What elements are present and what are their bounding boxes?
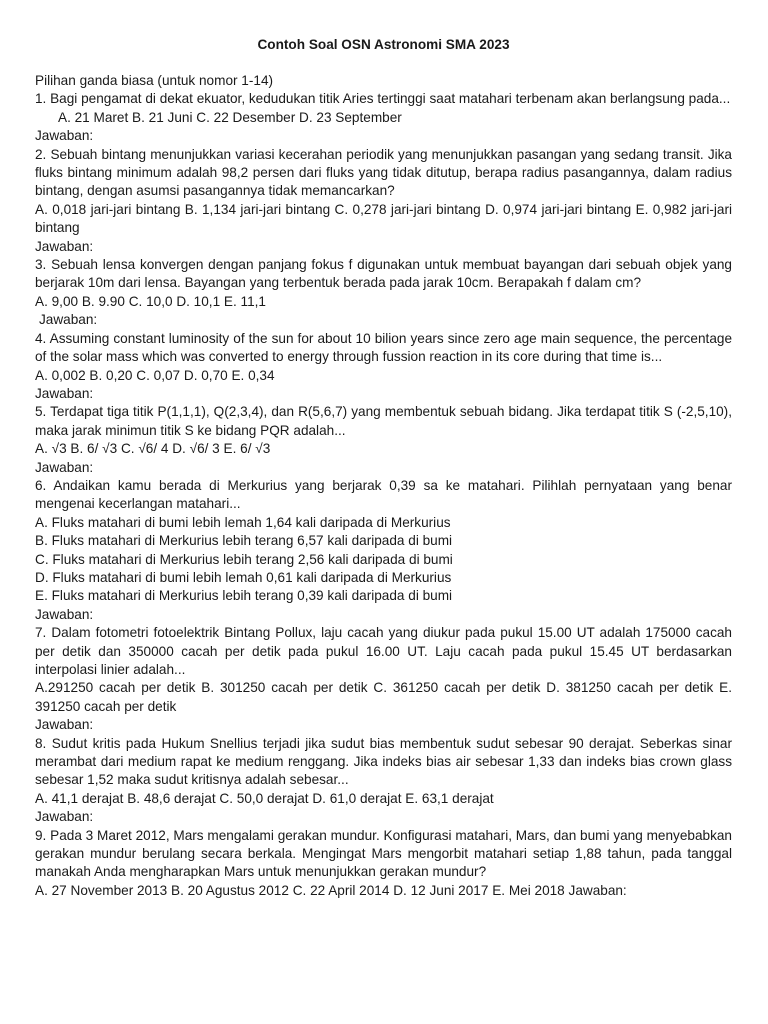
question-6-option-c: C. Fluks matahari di Merkurius lebih terang 2,56 kali daripada di bumi bbox=[35, 551, 453, 567]
question-1-options: A. 21 Maret B. 21 Juni C. 22 Desember D. 23 September bbox=[58, 109, 402, 125]
question-2-options: A. 0,018 jari-jari bintang B. 1,134 jari-jari bintang C. 0,278 jari-jari bintang D. 0,974 jari-jari bintang E. 0,982 jari-jari bintang bbox=[35, 201, 732, 236]
question-6-answer-label: Jawaban: bbox=[35, 606, 94, 622]
question-5-answer-label: Jawaban: bbox=[35, 459, 94, 475]
question-7-text: 7. Dalam fotometri fotoelektrik Bintang Pollux, laju cacah yang diukur pada pukul 15.00 UT adalah 175000 cacah per detik dan 350000 cacah per detik pada pukul 16.00 UT. Laju cacah pada pukul 15.45 UT berdasarkan interpolasi linier adalah... bbox=[35, 625, 732, 677]
question-6-option-b: B. Fluks matahari di Merkurius lebih terang 6,57 kali daripada di bumi bbox=[35, 533, 453, 549]
question-5-text: 5. Terdapat tiga titik P(1,1,1), Q(2,3,4), dan R(5,6,7) yang membentuk sebuah bidang. Jika terdapat titik S (-2,5,10), maka jarak minimun titik S ke bidang PQR adalah... bbox=[35, 404, 732, 438]
question-6-option-e: E. Fluks matahari di Merkurius lebih terang 0,39 kali daripada di bumi bbox=[35, 588, 453, 604]
question-3-options: A. 9,00 B. 9.90 C. 10,0 D. 10,1 E. 11,1 bbox=[35, 293, 266, 309]
question-7-options: A.291250 cacah per detik B. 301250 cacah per detik C. 361250 cacah per detik D. 381250 cacah per detik E. 391250 cacah per detik bbox=[35, 680, 732, 714]
question-4-answer-label: Jawaban: bbox=[35, 385, 94, 401]
question-4-options: A. 0,002 B. 0,20 C. 0,07 D. 0,70 E. 0,34 bbox=[35, 367, 275, 383]
question-6-option-a: A. Fluks matahari di bumi lebih lemah 1,64 kali daripada di Merkurius bbox=[35, 514, 451, 530]
question-6-text: 6. Andaikan kamu berada di Merkurius yang berjarak 0,39 sa ke matahari. Pilihlah pernyataan yang benar mengenai kecerlangan matahari... bbox=[35, 477, 732, 512]
question-9-text: 9. Pada 3 Maret 2012, Mars mengalami gerakan mundur. Konfigurasi matahari, Mars, dan bumi yang menyebabkan gerakan mundur berulang secara berkala. Mengingat Mars mengorbit matahari setiap 1,88 tahun, pada tanggal manakah Anda mengharapkan Mars untuk menunjukkan gerakan mundur? bbox=[35, 827, 732, 880]
question-4-text: 4. Assuming constant luminosity of the sun for about 10 bilion years since zero age main sequence, the percentage of the solar mass which was converted to energy through fussion reaction in its core during that time is... bbox=[35, 330, 732, 365]
question-5-options: A. √3 B. 6/ √3 C. √6/ 4 D. √6/ 3 E. 6/ √3 bbox=[35, 441, 271, 457]
question-8-answer-label: Jawaban: bbox=[35, 809, 94, 825]
question-8-text: 8. Sudut kritis pada Hukum Snellius terjadi jika sudut bias membentuk sudut sebesar 90 derajat. Seberkas sinar merambat dari medium rapat ke medium renggang. Jika indeks bias air sebesar 1,33 dan indeks bias crown glass sebesar 1,52 maka sudut kritisnya adalah sebesar... bbox=[35, 735, 732, 788]
question-1-answer-label: Jawaban: bbox=[35, 128, 94, 144]
question-6-option-d: D. Fluks matahari di bumi lebih lemah 0,61 kali daripada di Merkurius bbox=[35, 569, 452, 585]
question-3-text: 3. Sebuah lensa konvergen dengan panjang fokus f digunakan untuk membuat bayangan dari sebuah objek yang berjarak 10m dari lensa. Bayangan yang terbentuk berada pada jarak 10cm. Berapakah f dalam cm? bbox=[35, 257, 732, 291]
question-2-answer-label: Jawaban: bbox=[35, 238, 94, 254]
document-page bbox=[35, 36, 732, 900]
section-intro: Pilihan ganda biasa (untuk nomor 1-14) bbox=[35, 73, 274, 88]
question-2-text: 2. Sebuah bintang menunjukkan variasi kecerahan periodik yang menunjukkan pasangan yang sedang transit. Jika fluks bintang minimum adalah 98,2 persen dari fluks yang tidak ditutup, berapa radius pasangannya, dalam radius bintang, dengan asumsi pasangannya tidak memancarkan? bbox=[35, 146, 732, 199]
question-8-options: A. 41,1 derajat B. 48,6 derajat C. 50,0 derajat D. 61,0 derajat E. 63,1 derajat bbox=[35, 790, 494, 806]
question-3-answer-label: Jawaban: bbox=[39, 312, 98, 328]
question-9-options: A. 27 November 2013 B. 20 Agustus 2012 C. 22 April 2014 D. 12 Juni 2017 E. Mei 2018 Jawaban: bbox=[35, 882, 627, 898]
question-7-answer-label: Jawaban: bbox=[35, 717, 94, 733]
question-1-text: 1. Bagi pengamat di dekat ekuator, kedudukan titik Aries tertinggi saat matahari terbenam akan berlangsung pada... bbox=[35, 91, 731, 107]
document-title: Contoh Soal OSN Astronomi SMA 2023 bbox=[257, 37, 510, 52]
